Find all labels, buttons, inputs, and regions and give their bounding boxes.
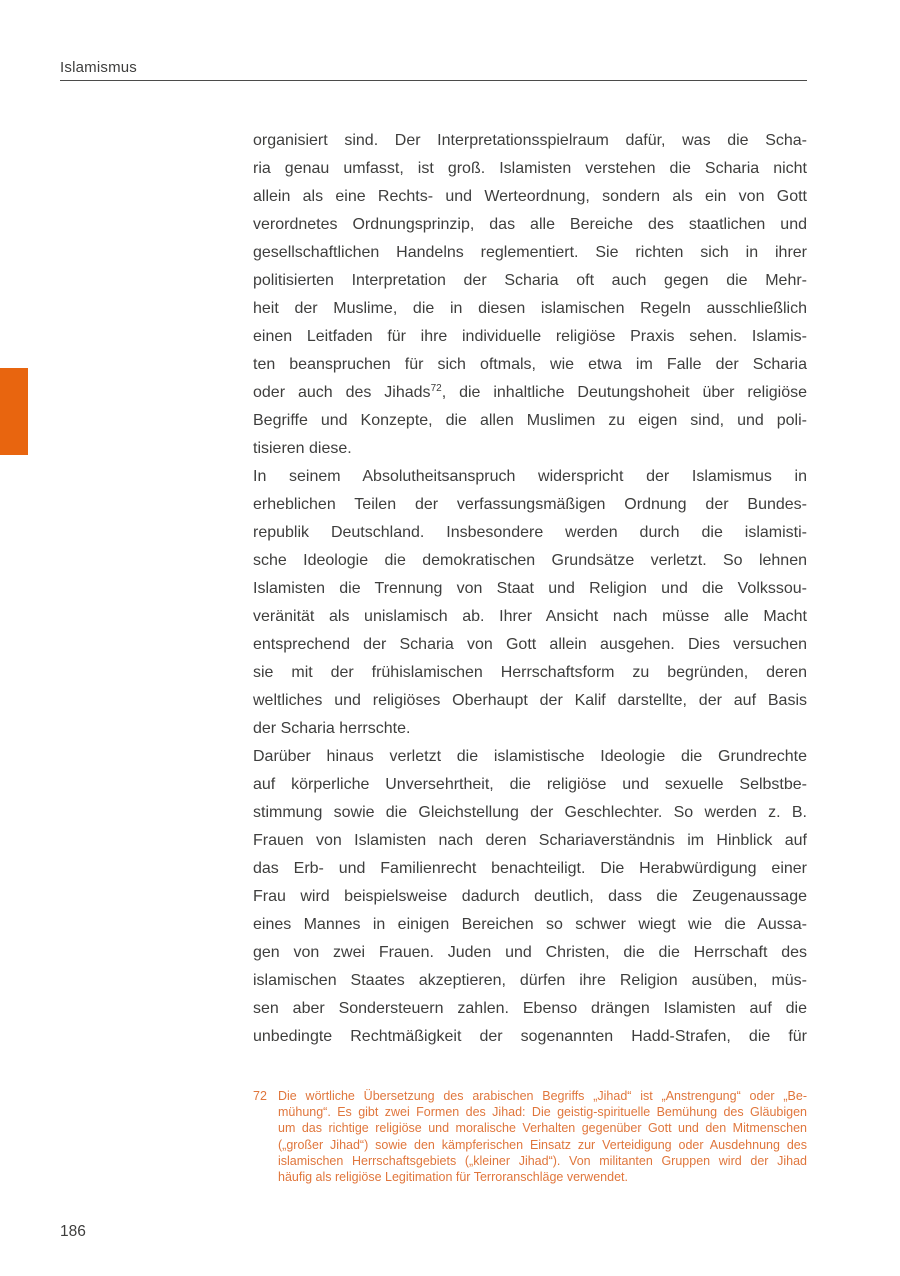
text-line: das Erb- und Familienrecht benachteiligt. Die Herabwürdigung einer [253, 860, 807, 877]
text-line: gen von zwei Frauen. Juden und Christen, die die Herrschaft des [253, 944, 807, 961]
text-line: eines Mannes in einigen Bereichen so schwer wiegt wie die Aussa- [253, 916, 807, 933]
header-rule [60, 80, 807, 81]
text-line: entsprechend der Scharia von Gott allein ausgehen. Dies versuchen [253, 636, 807, 653]
text-line: erheblichen Teilen der verfassungsmäßigen Ordnung der Bundes- [253, 496, 807, 513]
footnote-ref: 72 [430, 383, 442, 394]
text-line: sie mit der frühislamischen Herrschaftsform zu begründen, deren [253, 664, 807, 681]
text-line: („großer Jihad“) sowie den kämpferischen Einsatz zur Verteidigung oder Ausdehnung des [278, 1137, 807, 1152]
text-line: sche Ideologie die demokratischen Grundsätze verletzt. So lehnen [253, 552, 807, 569]
text-line: mühung“. Es gibt zwei Formen des Jihad: Die geistig-spirituelle Bemühung des Gläubigen [278, 1105, 807, 1120]
text-line: ten beanspruchen für sich oftmals, wie etwa im Falle der Scharia [253, 356, 807, 373]
text-line: verordnetes Ordnungsprinzip, das alle Bereiche des staatlichen und [253, 216, 807, 233]
text-line: veränität als unislamisch ab. Ihrer Ansicht nach müsse alle Macht [253, 608, 807, 625]
text-line: häufig als religiöse Legitimation für Terroranschläge verwendet. [278, 1169, 628, 1184]
text-line: Die wörtliche Übersetzung des arabischen Begriffs „Jihad“ ist „Anstrengung“ oder „Be- [278, 1089, 807, 1103]
footnote-number: 72 [253, 1089, 267, 1103]
text-line: Begriffe und Konzepte, die allen Muslimen zu eigen sind, und poli- [253, 412, 807, 429]
text-line: oder auch des Jihads$^{72}$, die inhaltliche Deutungshoheit über religiöse [253, 383, 807, 401]
text-line: um das richtige religiöse und moralische Verhalten gegenüber Gott und den Mitmenschen [278, 1121, 807, 1136]
text-line: republik Deutschland. Insbesondere werden durch die islamisti- [253, 524, 807, 541]
body-text [253, 127, 807, 1051]
text-line: Frau wird beispielsweise dadurch deutlich, dass die Zeugenaussage [253, 888, 807, 905]
text-line: islamischen Herrschaftsgebiets („kleiner Jihad“). Von militanten Gruppen wird der Jihad [278, 1153, 807, 1168]
text-line: sen aber Sondersteuern zahlen. Ebenso drängen Islamisten auf die [253, 1000, 807, 1017]
text-line: einen Leitfaden für ihre individuelle religiöse Praxis sehen. Islamis- [253, 328, 807, 345]
text-line: islamischen Staates akzeptieren, dürfen ihre Religion ausüben, müs- [253, 972, 807, 989]
text-line: der Scharia herrschte. [253, 720, 411, 737]
text-line: auf körperliche Unversehrtheit, die religiöse und sexuelle Selbstbe- [253, 776, 807, 793]
margin-accent-bar [0, 368, 28, 455]
text-line: unbedingte Rechtmäßigkeit der sogenannten Hadd-Strafen, die für [253, 1028, 807, 1045]
text-line: weltliches und religiöses Oberhaupt der Kalif darstellte, der auf Basis [253, 692, 807, 709]
running-header: Islamismus [60, 59, 138, 76]
text-line: gesellschaftlichen Handelns reglementiert. Sie richten sich in ihrer [253, 244, 807, 261]
text-line: In seinem Absolutheitsanspruch widerspricht der Islamismus in [253, 468, 807, 485]
text-line: tisieren diese. [253, 440, 352, 457]
text-line: Frauen von Islamisten nach deren Schariaverständnis im Hinblick auf [253, 832, 807, 849]
text-line: ria genau umfasst, ist groß. Islamisten verstehen die Scharia nicht [253, 160, 807, 177]
text-line: heit der Muslime, die in diesen islamischen Regeln ausschließlich [253, 300, 807, 317]
text-line: stimmung sowie die Gleichstellung der Geschlechter. So werden z. B. [253, 804, 807, 821]
footnote [253, 1088, 807, 1185]
text-line: Darüber hinaus verletzt die islamistische Ideologie die Grundrechte [253, 748, 807, 765]
page-number: 186 [60, 1223, 86, 1240]
text-line: Islamisten die Trennung von Staat und Religion und die Volkssou- [253, 580, 807, 597]
text-line: organisiert sind. Der Interpretationsspielraum dafür, was die Scha- [253, 132, 807, 149]
footnote-lines [278, 1088, 807, 1185]
text-line: allein als eine Rechts- und Werteordnung, sondern als ein von Gott [253, 188, 807, 205]
text-line: politisierten Interpretation der Scharia oft auch gegen die Mehr- [253, 272, 807, 289]
